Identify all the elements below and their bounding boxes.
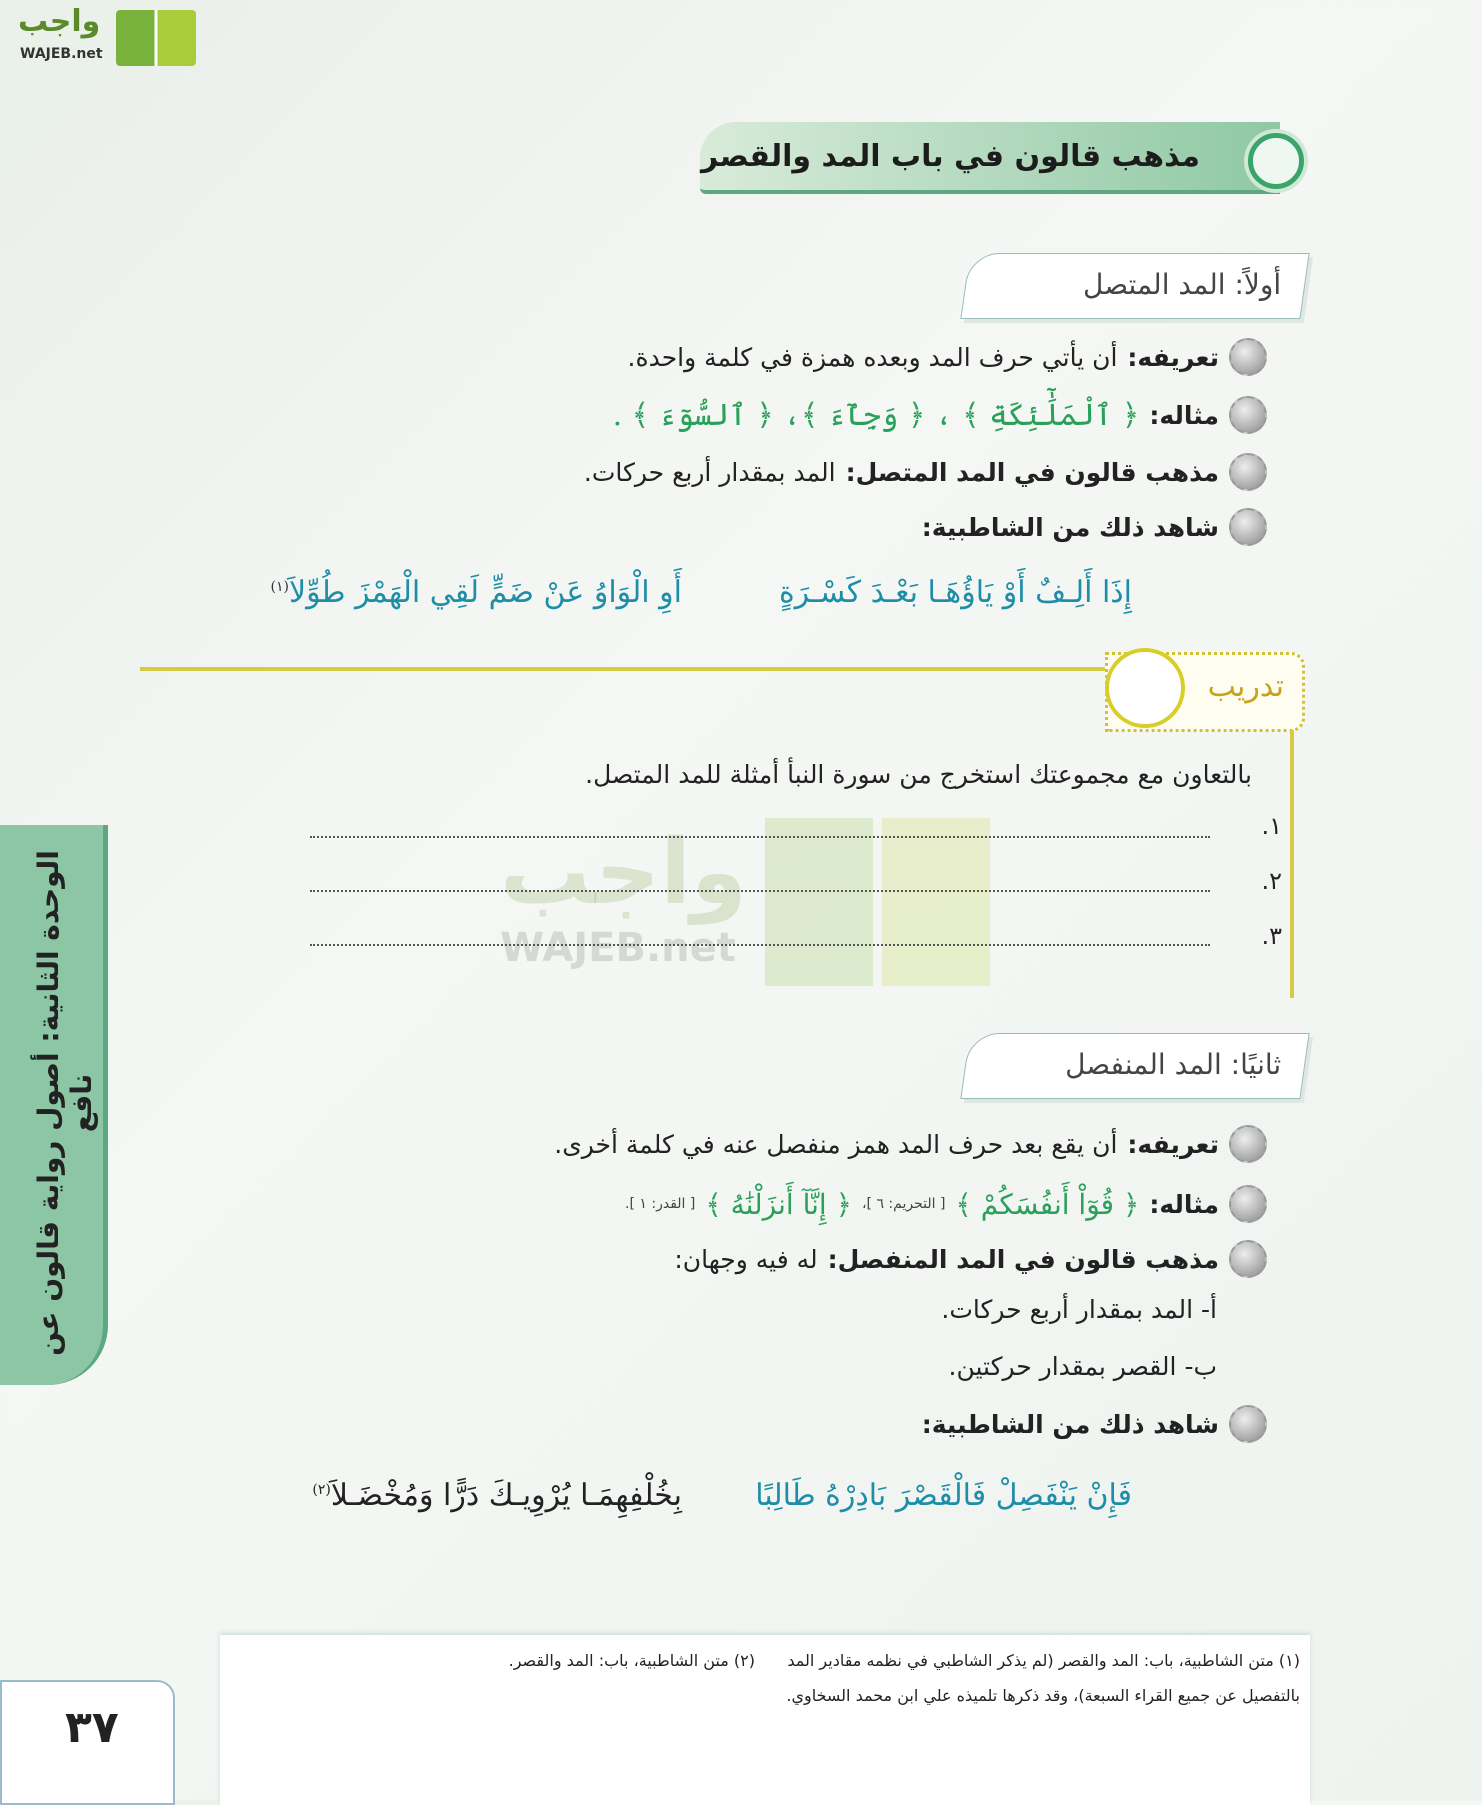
bullet-star-icon	[1229, 1125, 1267, 1163]
footnotes	[220, 1635, 1310, 1805]
answer-number: ٣.	[1261, 922, 1282, 950]
divider	[1290, 730, 1294, 998]
answer-line-2[interactable]	[310, 890, 1210, 892]
footnote-2: (٢) متن الشاطبية، باب: المد والقصر.	[508, 1651, 755, 1670]
bullet-star-icon	[1229, 1405, 1267, 1443]
bullet-star-icon	[1229, 1185, 1267, 1223]
reference: [ القدر: ١ ].	[625, 1196, 696, 1212]
watermark-book-icon	[765, 818, 990, 986]
text: أن يقع بعد حرف المد همز منفصل عنه في كلمة أخرى.	[554, 1129, 1118, 1159]
answer-line-3[interactable]	[310, 944, 1210, 946]
s2-definition	[554, 1125, 1267, 1163]
logo-arabic: واجب	[18, 4, 101, 39]
wajeb-logo	[8, 4, 193, 68]
bullet-star-icon	[1229, 508, 1267, 546]
divider	[140, 667, 1140, 671]
answer-line-1[interactable]	[310, 836, 1210, 838]
footnote-ref: (١)	[270, 579, 289, 595]
quran-examples: ﴿ ٱلْمَلَٰٓئِكَةِ ﴾ ، ﴿ وَجِآْءَ ﴾، ﴿ ٱلسُّوٓءَ ﴾ .	[612, 397, 1140, 433]
answer-number: ٢.	[1261, 867, 1282, 895]
s1-definition	[628, 338, 1267, 376]
section2-heading	[960, 1033, 1309, 1099]
label: مثاله:	[1149, 400, 1219, 430]
page-number: ٣٧	[65, 1702, 119, 1753]
flower-icon	[1105, 648, 1185, 728]
s1-evidence	[922, 508, 1267, 546]
text: المد بمقدار أربع حركات.	[583, 457, 836, 487]
section1-heading-text: أولاً: المد المتصل	[1083, 268, 1282, 301]
label: مذهب قالون في المد المنفصل:	[827, 1244, 1219, 1274]
s1-poem-right: إِذَا أَلِـفٌ أَوْ يَاؤُهَـا بَعْـدَ كَسْـرَةٍ	[778, 575, 1132, 610]
s2-option-b: ب- القصر بمقدار حركتين.	[948, 1352, 1217, 1381]
training-prompt: بالتعاون مع مجموعتك استخرج من سورة النبأ أمثلة للمد المتصل.	[585, 760, 1252, 789]
unit-title: الوحدة الثانية: أصول رواية قالون عن نافع	[32, 850, 98, 1356]
label: تعريفه:	[1127, 342, 1219, 372]
text: أن يأتي حرف المد وبعده همزة في كلمة واحدة.	[627, 342, 1118, 372]
label: مذهب قالون في المد المتصل:	[845, 457, 1219, 487]
poem-text: أَوِ الْوَاوُ عَنْ ضَمٍّ لَقِي الْهَمْزَ طُوِّلاَ	[288, 575, 682, 610]
label: شاهد ذلك من الشاطبية:	[921, 512, 1219, 542]
poem-text: بِخُلْفِهِمَـا يُرْوِيـكَ دَرًّا وَمُخْضَـلاَ	[330, 1478, 682, 1513]
section1-heading	[960, 253, 1309, 319]
s2-poem-right: فَإِنْ يَنْفَصِلْ فَالْقَصْرَ بَادِرْهُ طَالِبًا	[755, 1478, 1132, 1513]
text: له فيه وجهان:	[674, 1244, 818, 1274]
s2-example	[625, 1185, 1267, 1223]
page-title: مذهب قالون في باب المد والقصر	[700, 122, 1280, 194]
footnote-ref: (٢)	[312, 1482, 331, 1498]
watermark-english: WAJEB.net	[500, 925, 736, 971]
s2-doctrine	[674, 1240, 1267, 1278]
bullet-star-icon	[1229, 396, 1267, 434]
s1-example	[613, 396, 1267, 434]
bullet-star-icon	[1229, 1240, 1267, 1278]
watermark-arabic: واجب	[500, 820, 747, 925]
quran-example: ﴿ إِنَّآ أَنزَلْنَٰهُ ﴾	[705, 1187, 852, 1221]
ornament-icon	[1248, 133, 1304, 189]
s1-poem-left	[271, 575, 683, 610]
label: مثاله:	[1149, 1189, 1219, 1219]
bullet-star-icon	[1229, 453, 1267, 491]
bullet-star-icon	[1229, 338, 1267, 376]
s2-option-a: أ- المد بمقدار أربع حركات.	[941, 1295, 1217, 1324]
s2-poem-left	[312, 1478, 682, 1513]
s1-doctrine	[584, 453, 1267, 491]
label: تعريفه:	[1127, 1129, 1219, 1159]
section2-heading-text: ثانيًا: المد المنفصل	[1065, 1048, 1282, 1081]
label: شاهد ذلك من الشاطبية:	[921, 1409, 1219, 1439]
training-badge: تدريب	[1105, 652, 1305, 732]
s2-evidence	[922, 1405, 1267, 1443]
book-icon	[116, 10, 196, 66]
reference: [ التحريم: ٦ ]،	[862, 1196, 946, 1212]
quran-example: ﴿ قُوٓاْ أَنفُسَكُمْ ﴾	[955, 1187, 1140, 1221]
answer-number: ١.	[1261, 812, 1282, 840]
logo-english: WAJEB.net	[20, 46, 103, 62]
footnote-1: (١) متن الشاطبية، باب: المد والقصر (لم يذكر الشاطبي في نظمه مقادير المد بالتفصيل عن جميع القراء السبعة)، وقد ذكرها تلميذه علي ابن محمد السخاوي.	[786, 1651, 1300, 1705]
